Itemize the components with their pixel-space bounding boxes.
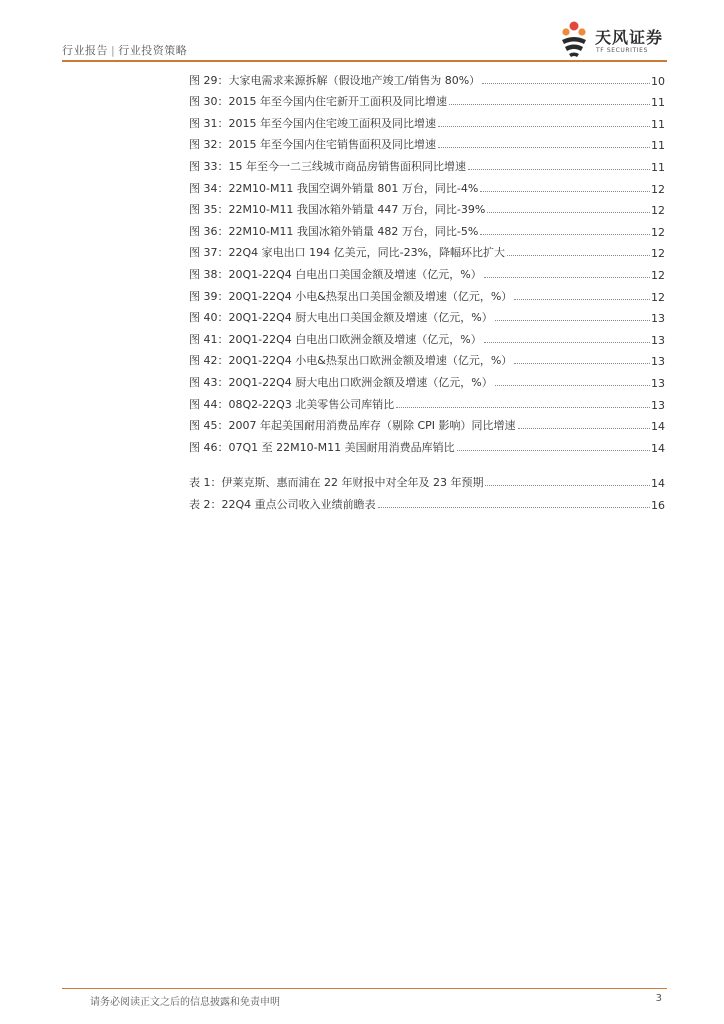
toc-figure-entry-page: 12 [651,268,665,282]
dot-leader [480,234,650,235]
toc-table-entry-page: 16 [651,498,665,512]
toc-figure-entry-label: 图 38：20Q1-22Q4 白电出口美国金额及增速（亿元，%） [189,267,482,281]
toc-figure-entry-page: 12 [651,182,665,196]
toc-figure-entry[interactable] [189,325,665,347]
dot-leader [518,428,650,429]
toc-figure-entry-page: 11 [651,117,665,131]
header-subcategory: 行业投资策略 [118,44,188,57]
toc-figure-entry[interactable] [189,412,665,434]
toc-figure-entry-page: 13 [651,312,665,326]
dot-leader [468,169,650,170]
dot-leader [449,104,650,105]
toc-section-gap [189,455,665,469]
toc-figure-entry[interactable] [189,347,665,369]
toc-figure-entry[interactable] [189,368,665,390]
toc-figure-entry-label: 图 37：22Q4 家电出口 194 亿美元，同比-23%，降幅环比扩大 [189,246,506,260]
toc-figure-entry[interactable] [189,217,665,239]
brand-subtitle: TF SECURITIES [596,47,648,54]
dot-leader [484,277,650,278]
toc-figure-entry-label: 图 42：20Q1-22Q4 小电&热泵出口欧洲金额及增速（亿元，%） [189,354,513,368]
dot-leader [514,363,650,364]
dot-leader [495,385,650,386]
toc-figure-entry[interactable] [189,239,665,261]
toc-figure-entry-label: 图 33：15 年至今一二三线城市商品房销售面积同比增速 [189,159,466,173]
header-category: 行业报告 [62,44,108,57]
brand-mark-icon [557,20,591,58]
dot-leader [487,212,650,213]
toc-figure-entry-label: 图 43：20Q1-22Q4 厨大电出口欧洲金额及增速（亿元，%） [189,375,493,389]
toc-figure-entry-label: 图 39：20Q1-22Q4 小电&热泵出口美国金额及增速（亿元，%） [189,289,513,303]
toc-figure-entry-label: 图 40：20Q1-22Q4 厨大电出口美国金额及增速（亿元，%） [189,311,493,325]
toc-table-entry-label: 表 1：伊莱克斯、惠而浦在 22 年财报中对全年及 23 年预期 [189,476,484,490]
toc-table-entry[interactable] [189,469,665,491]
table-list [189,469,665,512]
brand-name: 天风证券 [595,28,664,47]
toc-figure-entry-label: 图 35：22M10-M11 我国冰箱外销量 447 万台，同比-39% [189,203,486,217]
dot-leader [396,407,650,408]
footer-divider [62,988,667,989]
figure-list [189,66,665,455]
dot-leader [482,83,650,84]
header-separator: | [111,44,116,57]
toc-table-entry-page: 14 [651,477,665,491]
toc-figure-entry-page: 13 [651,355,665,369]
dot-leader [485,485,650,486]
footer-disclaimer: 请务必阅读正文之后的信息披露和免责申明 [90,997,280,1008]
toc-table-entry[interactable] [189,490,665,512]
toc-figure-entry-page: 13 [651,398,665,412]
brand-logo [557,20,667,58]
toc-figure-entry[interactable] [189,390,665,412]
toc-figure-entry-page: 13 [651,376,665,390]
toc-figure-entry-label: 图 41：20Q1-22Q4 白电出口欧洲金额及增速（亿元，%） [189,332,482,346]
dot-leader [484,342,650,343]
dot-leader [480,191,650,192]
toc-figure-entry-page: 13 [651,333,665,347]
toc-figure-entry[interactable] [189,304,665,326]
toc-figure-entry-page: 12 [651,225,665,239]
toc-figure-entry-page: 11 [651,160,665,174]
toc-table-entry-label: 表 2：22Q4 重点公司收入业绩前瞻表 [189,497,376,511]
toc-figure-entry[interactable] [189,66,665,88]
toc-figure-entry-page: 14 [651,420,665,434]
dot-leader [378,507,650,508]
toc-figure-entry[interactable] [189,152,665,174]
dot-leader [438,147,650,148]
toc-figure-entry-label: 图 44：08Q2-22Q3 北美零售公司库销比 [189,397,395,411]
toc-figure-entry-label: 图 31：2015 年至今国内住宅竣工面积及同比增速 [189,116,436,130]
toc-figure-entry-label: 图 34：22M10-M11 我国空调外销量 801 万台，同比-4% [189,181,479,195]
dot-leader [507,255,650,256]
toc-figure-entry[interactable] [189,282,665,304]
toc-figure-entry-page: 11 [651,96,665,110]
toc-figure-entry[interactable] [189,109,665,131]
toc-figure-entry-page: 12 [651,290,665,304]
toc-figure-entry-label: 图 45：2007 年起美国耐用消费品库存（剔除 CPI 影响）同比增速 [189,419,516,433]
dot-leader [495,320,650,321]
toc-figure-entry[interactable] [189,196,665,218]
toc-figure-entry-label: 图 32：2015 年至今国内住宅销售面积及同比增速 [189,138,436,152]
toc-figure-entry-label: 图 36：22M10-M11 我国冰箱外销量 482 万台，同比-5% [189,224,479,238]
dot-leader [438,126,650,127]
table-of-contents [189,66,665,512]
footer-page-number: 3 [655,993,662,1004]
toc-figure-entry-label: 图 29：大家电需求来源拆解（假设地产竣工/销售为 80%） [189,73,481,87]
toc-figure-entry[interactable] [189,131,665,153]
toc-figure-entry[interactable] [189,88,665,110]
header-divider [62,60,667,62]
dot-leader [457,450,650,451]
toc-figure-entry-page: 14 [651,441,665,455]
toc-figure-entry-page: 12 [651,247,665,261]
toc-figure-entry-label: 图 46：07Q1 至 22M10-M11 美国耐用消费品库销比 [189,440,455,454]
toc-figure-entry-page: 11 [651,139,665,153]
header-category-line [62,42,187,58]
toc-figure-entry[interactable] [189,174,665,196]
toc-figure-entry-label: 图 30：2015 年至今国内住宅新开工面积及同比增速 [189,95,447,109]
toc-figure-entry-page: 12 [651,204,665,218]
dot-leader [514,299,650,300]
toc-figure-entry[interactable] [189,260,665,282]
toc-figure-entry-page: 10 [651,74,665,88]
toc-figure-entry[interactable] [189,433,665,455]
